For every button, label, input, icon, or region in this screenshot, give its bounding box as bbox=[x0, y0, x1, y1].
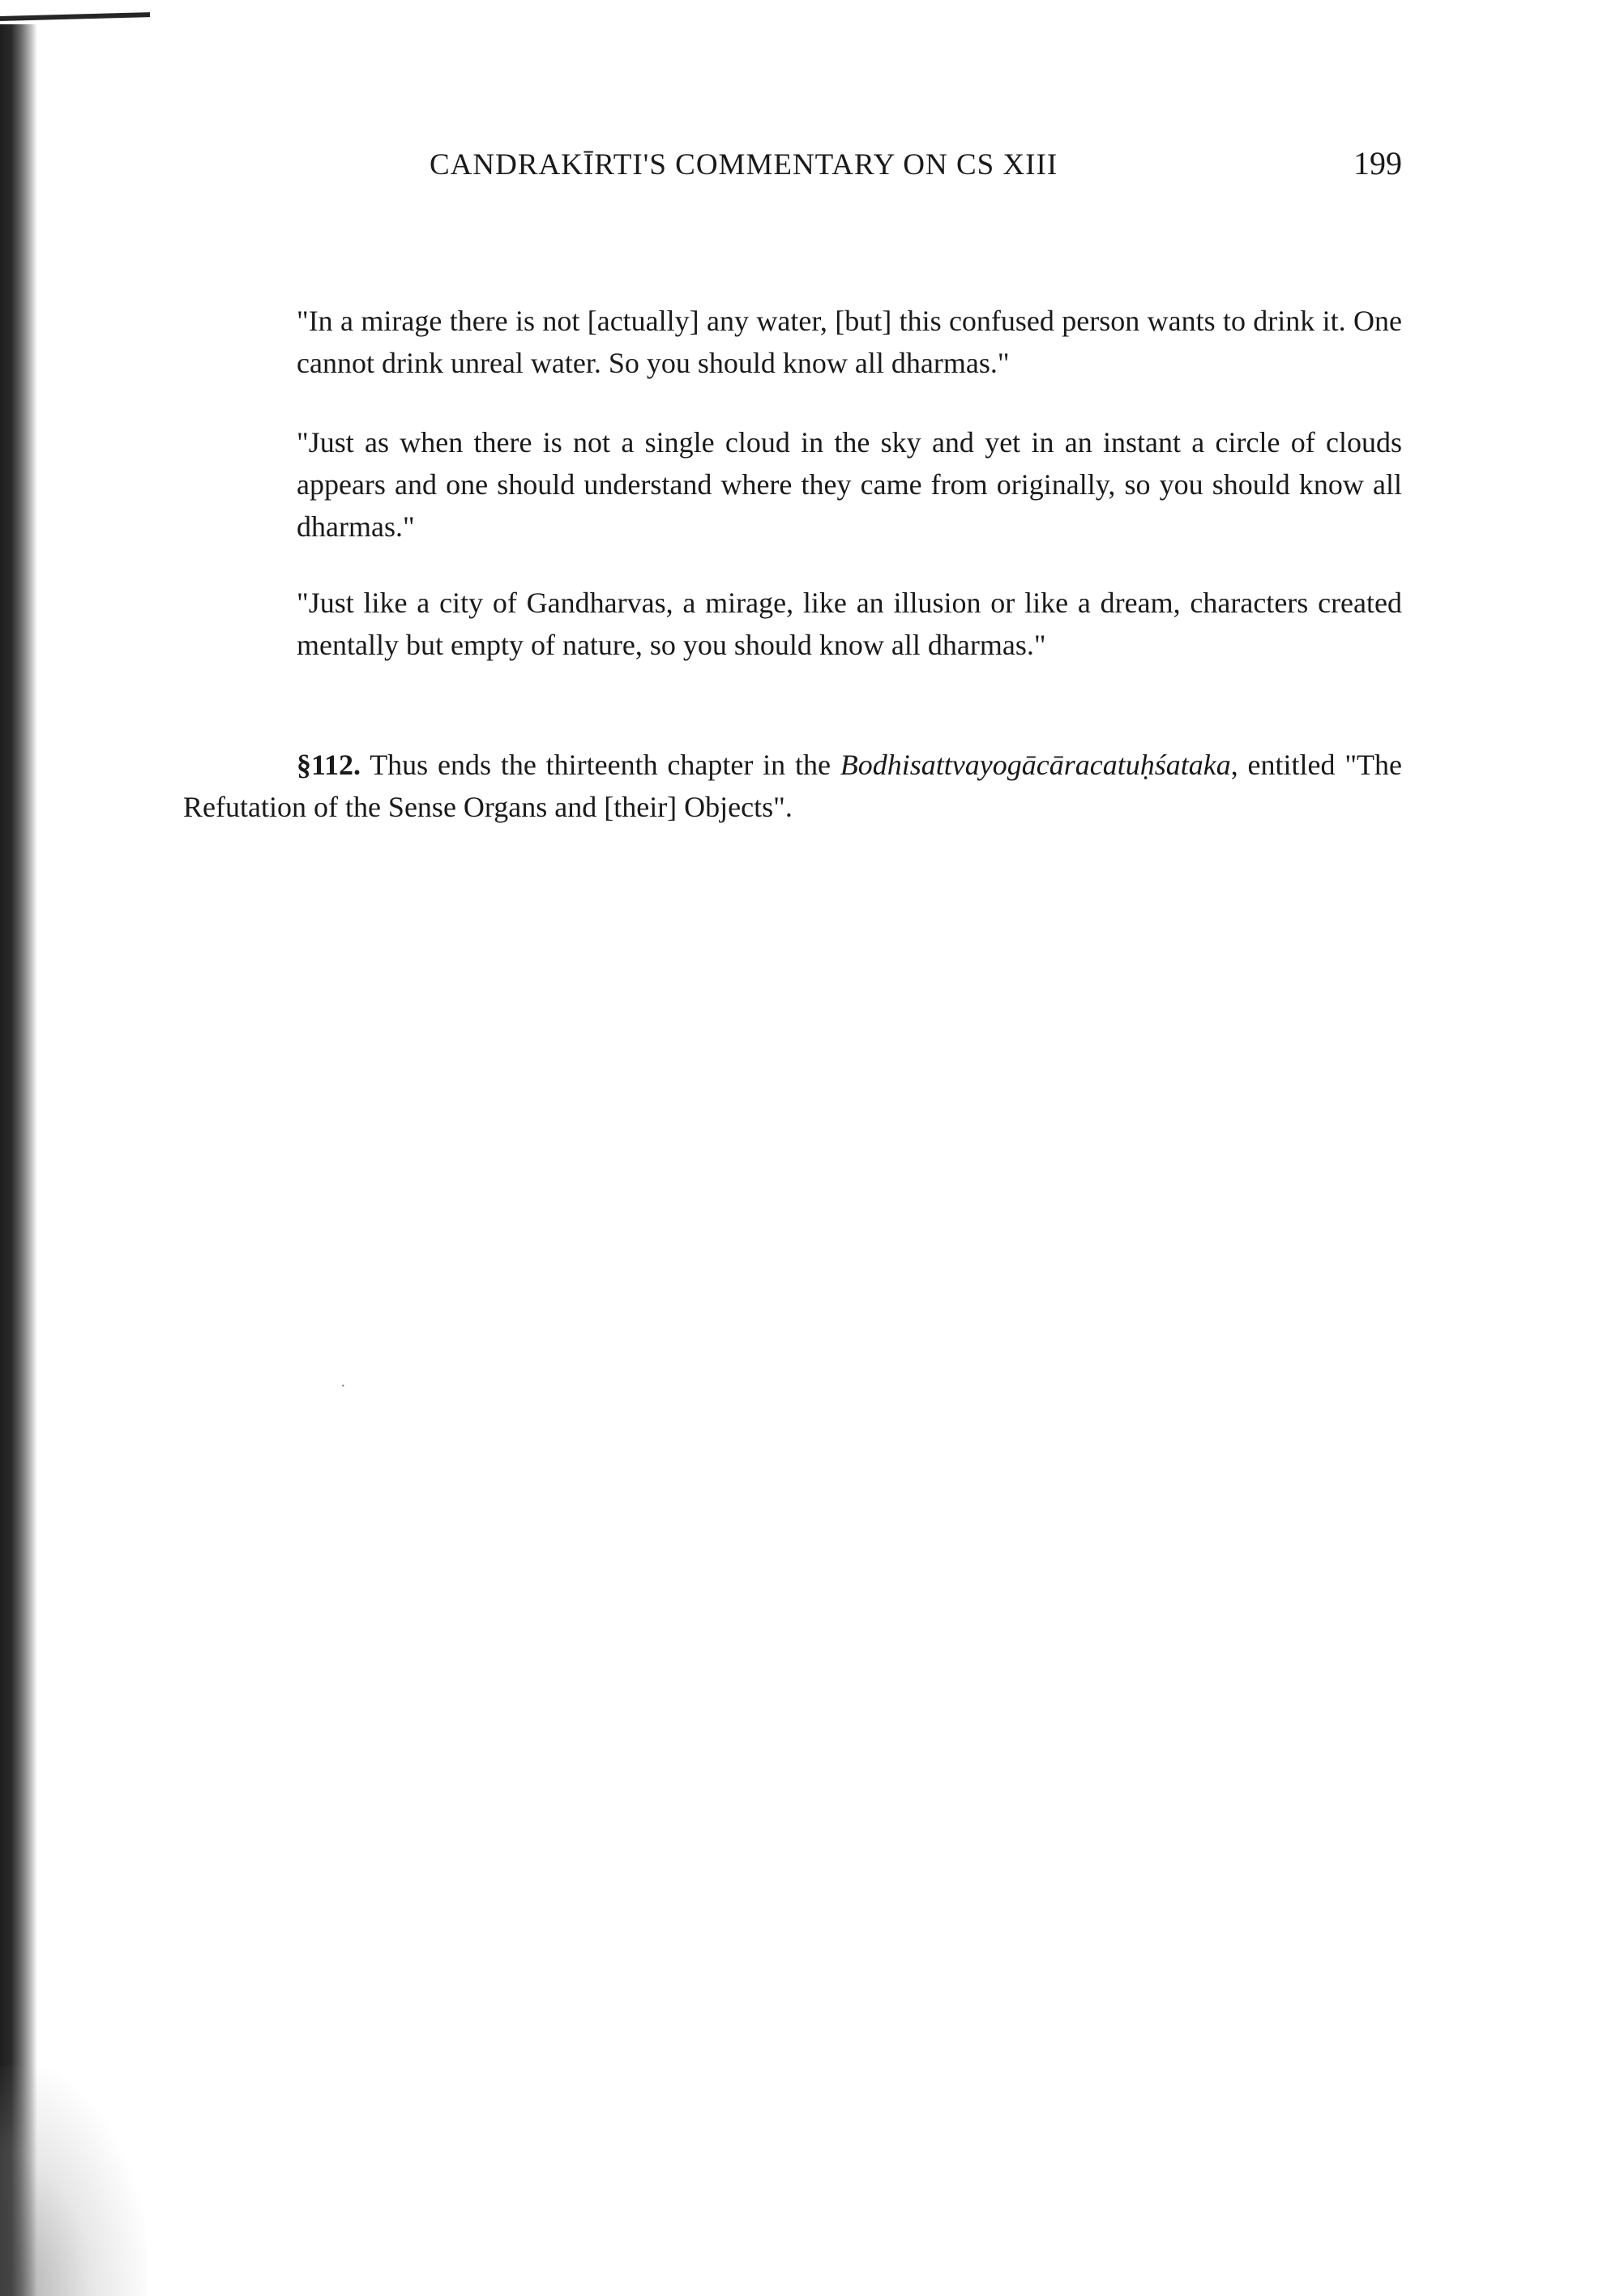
closing-paragraph bbox=[183, 744, 1402, 828]
closing-text-start: Thus ends the thirteenth chapter in the bbox=[361, 749, 840, 781]
quote-paragraph-1: "In a mirage there is not [actually] any water, [but] this confused person wants to drink it. One cannot drink unreal water. So you should know all dharmas." bbox=[297, 305, 1402, 379]
quote-paragraph-2: "Just as when there is not a single cloud in the sky and yet in an instant a circle of clouds appears and one should understand where they came from originally, so you should know all dharmas." bbox=[297, 426, 1402, 543]
work-title: Bodhisattvayogācāracatuḥśataka bbox=[840, 749, 1231, 781]
page-number: 199 bbox=[1353, 145, 1402, 181]
scan-shadow bbox=[0, 2066, 146, 2296]
binding-shadow bbox=[0, 24, 37, 2296]
quote-paragraph-3: "Just like a city of Gandharvas, a mirage, like an illusion or like a dream, characters created mentally but empty of nature, so you should know all dharmas." bbox=[297, 587, 1402, 661]
scan-speck: · bbox=[340, 1377, 346, 1395]
closing-text-end: , entitled "The Refutation of the Sense Organs and [their] Objects". bbox=[183, 749, 1402, 823]
section-number: §112. bbox=[297, 749, 361, 781]
running-head: CANDRAKĪRTI'S COMMENTARY ON CS XIII bbox=[430, 148, 1058, 181]
binding-top-edge bbox=[0, 12, 150, 21]
